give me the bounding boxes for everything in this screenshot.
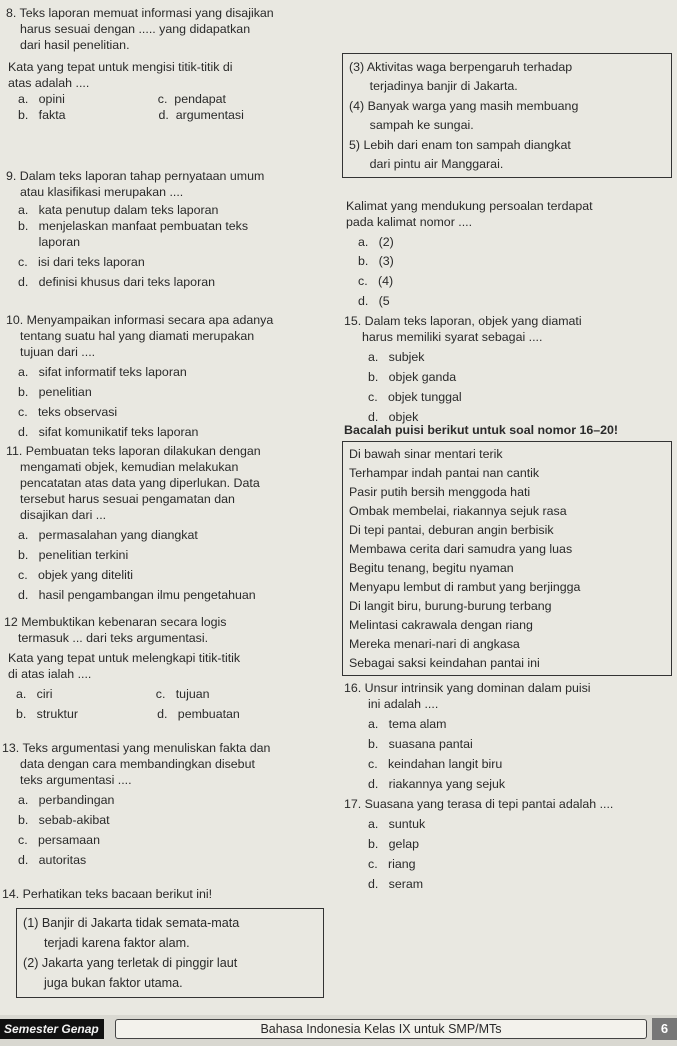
question-13-option-b[interactable]: b. sebab-akibat [18,813,110,827]
poem-line-6: Membawa cerita dari samudra yang luas [349,542,573,556]
question-16 [344,680,591,792]
question-13-line-2: data dengan cara membandingkan disebut [20,757,255,771]
question-16-line-2: ini adalah .... [368,697,439,711]
question-11-option-a[interactable]: a. permasalahan yang diangkat [18,528,198,542]
question-11-line-5: disajikan dari ... [20,508,107,522]
question-8-line-1: 8. Teks laporan memuat informasi yang disajikan [6,6,274,20]
question-8 [6,5,274,123]
question-11-option-b[interactable]: b. penelitian terkini [18,548,129,562]
passage-sentence-5: 5) Lebih dari enam ton sampah diangkat [349,137,571,152]
question-8-line-5: atas adalah .... [8,76,90,90]
poem-line-8: Menyapu lembut di rambut yang berjingga [349,580,581,594]
question-11 [6,443,261,603]
poem-line-9: Di langit biru, burung-burung terbang [349,599,552,613]
poem-line-5: Di tepi pantai, deburan angin berbisik [349,523,554,537]
question-15-option-d[interactable]: d. objek [368,410,419,424]
question-10-option-d[interactable]: d. sifat komunikatif teks laporan [18,425,199,439]
question-8-line-4: Kata yang tepat untuk mengisi titik-titik di [8,60,233,74]
question-12-line-2: termasuk ... dari teks argumentasi. [18,631,209,645]
poem-line-12: Sebagai saksi keindahan pantai ini [349,656,540,670]
question-14-prompt-line-2: pada kalimat nomor .... [346,215,473,229]
question-10-line-3: tujuan dari .... [20,345,96,359]
question-14-text-box-left [16,908,324,998]
poem-box [342,441,672,676]
question-14-text-box-right [342,53,672,178]
poem-instruction: Bacalah puisi berikut untuk soal nomor 16–20! [344,423,619,437]
question-10-line-1: 10. Menyampaikan informasi secara apa adanya [6,313,274,327]
passage-sentence-2-cont: juga bukan faktor utama. [23,976,183,990]
passage-sentence-5-cont: dari pintu air Manggarai. [349,157,504,172]
question-17 [344,796,613,892]
question-12-line-4: di atas ialah .... [8,667,92,681]
question-11-option-d[interactable]: d. hasil pengambangan ilmu pengetahuan [18,588,256,602]
question-9-line-2: atau klasifikasi merupakan .... [20,185,184,199]
question-12-line-3: Kata yang tepat untuk melengkapi titik-titik [8,651,241,665]
question-9-option-c[interactable]: c. isi dari teks laporan [18,255,145,269]
passage-sentence-2: (2) Jakarta yang terletak di pinggir laut [23,956,238,970]
question-10-option-b[interactable]: b. penelitian [18,385,92,399]
poem-line-2: Terhampar indah pantai nan cantik [349,466,540,480]
question-14-option-a[interactable]: a. (2) [358,235,394,249]
question-9-option-a[interactable]: a. kata penutup dalam teks laporan [18,203,219,217]
question-17-option-b[interactable]: b. gelap [368,837,419,851]
question-11-line-2: mengamati objek, kemudian melakukan [20,460,239,474]
poem-line-3: Pasir putih bersih menggoda hati [349,485,531,499]
question-8-line-3: dari hasil penelitian. [20,38,130,52]
question-14-prompt [346,198,593,309]
question-10 [6,312,273,440]
question-17-option-d[interactable]: d. seram [368,877,424,891]
question-15-line-2: harus memiliki syarat sebagai .... [362,330,543,344]
question-8-line-2: harus sesuai dengan ..... yang didapatkan [20,22,251,36]
poem-line-7: Begitu tenang, begitu nyaman [349,561,514,575]
question-14-option-c[interactable]: c. (4) [358,274,394,288]
question-17-line-1: 17. Suasana yang terasa di tepi pantai adalah .... [344,797,614,811]
poem-line-11: Mereka menari-nari di angkasa [349,637,520,651]
question-9 [6,168,264,290]
question-8-options-ac[interactable]: a. opini c. pendapat [18,92,226,106]
question-14-prompt-line-1: Kalimat yang mendukung persoalan terdapat [346,199,593,213]
question-16-line-1: 16. Unsur intrinsik yang dominan dalam puisi [344,681,591,695]
question-13-option-c[interactable]: c. persamaan [18,833,100,847]
question-14-option-d[interactable]: d. (5 [358,294,390,308]
question-16-option-b[interactable]: b. suasana pantai [368,737,473,751]
question-13-option-d[interactable]: d. autoritas [18,853,87,867]
question-17-option-c[interactable]: c. riang [368,857,416,871]
question-15-option-c[interactable]: c. objek tunggal [368,390,462,404]
poem-line-10: Melintasi cakrawala dengan riang [349,618,533,632]
question-12-line-1: 12 Membuktikan kebenaran secara logis [4,615,227,629]
page-number: 6 [652,1018,677,1040]
poem-line-4: Ombak membelai, riakannya sejuk rasa [349,504,567,518]
question-13-line-1: 13. Teks argumentasi yang menuliskan fakta dan [2,741,271,755]
question-10-line-2: tentang suatu hal yang diamati merupakan [20,329,255,343]
question-11-line-1: 11. Pembuatan teks laporan dilakukan dengan [6,444,261,458]
passage-sentence-4-cont: sampah ke sungai. [349,118,474,133]
question-12 [4,614,240,722]
question-16-option-a[interactable]: a. tema alam [368,717,447,731]
question-9-line-1: 9. Dalam teks laporan tahap pernyataan umum [6,169,265,183]
question-12-options-ac[interactable]: a. ciri c. tujuan [16,687,210,701]
question-15-line-1: 15. Dalam teks laporan, objek yang diamati [344,314,582,328]
semester-tag: Semester Genap [0,1019,104,1039]
question-10-option-a[interactable]: a. sifat informatif teks laporan [18,365,187,379]
question-15 [344,313,582,425]
passage-sentence-4: (4) Banyak warga yang masih membuang [349,98,579,113]
question-9-option-b-cont[interactable]: laporan [18,235,80,249]
question-14-intro [2,886,212,902]
question-9-option-d[interactable]: d. definisi khusus dari teks laporan [18,275,215,289]
question-12-options-bd[interactable]: b. struktur d. pembuatan [16,707,240,721]
page-footer [0,1015,677,1046]
question-14-option-b[interactable]: b. (3) [358,254,394,268]
question-8-options-bd[interactable]: b. fakta d. argumentasi [18,108,244,122]
question-10-option-c[interactable]: c. teks observasi [18,405,118,419]
question-16-option-c[interactable]: c. keindahan langit biru [368,757,503,771]
question-16-option-d[interactable]: d. riakannya yang sejuk [368,777,506,791]
question-13-line-3: teks argumentasi .... [20,773,132,787]
question-14-line-1: 14. Perhatikan teks bacaan berikut ini! [2,887,213,901]
book-title: Bahasa Indonesia Kelas IX untuk SMP/MTs [115,1019,647,1039]
question-11-line-4: tersebut harus sesuai pengamatan dan [20,492,235,506]
poem-line-1: Di bawah sinar mentari terik [349,447,503,461]
question-11-line-3: pencatatan atas data yang diperlukan. Data [20,476,260,490]
question-11-option-c[interactable]: c. objek yang diteliti [18,568,134,582]
passage-sentence-1: (1) Banjir di Jakarta tidak semata-mata [23,916,240,930]
question-9-option-b[interactable]: b. menjelaskan manfaat pembuatan teks [18,219,249,233]
passage-sentence-1-cont: terjadi karena faktor alam. [23,936,190,950]
question-15-option-a[interactable]: a. subjek [368,350,425,364]
passage-sentence-3: (3) Aktivitas waga berpengaruh terhadap [349,60,573,74]
question-13 [2,740,270,868]
question-13-option-a[interactable]: a. perbandingan [18,793,115,807]
question-17-option-a[interactable]: a. suntuk [368,817,426,831]
question-15-option-b[interactable]: b. objek ganda [368,370,457,384]
passage-sentence-3-cont: terjadinya banjir di Jakarta. [349,79,518,94]
